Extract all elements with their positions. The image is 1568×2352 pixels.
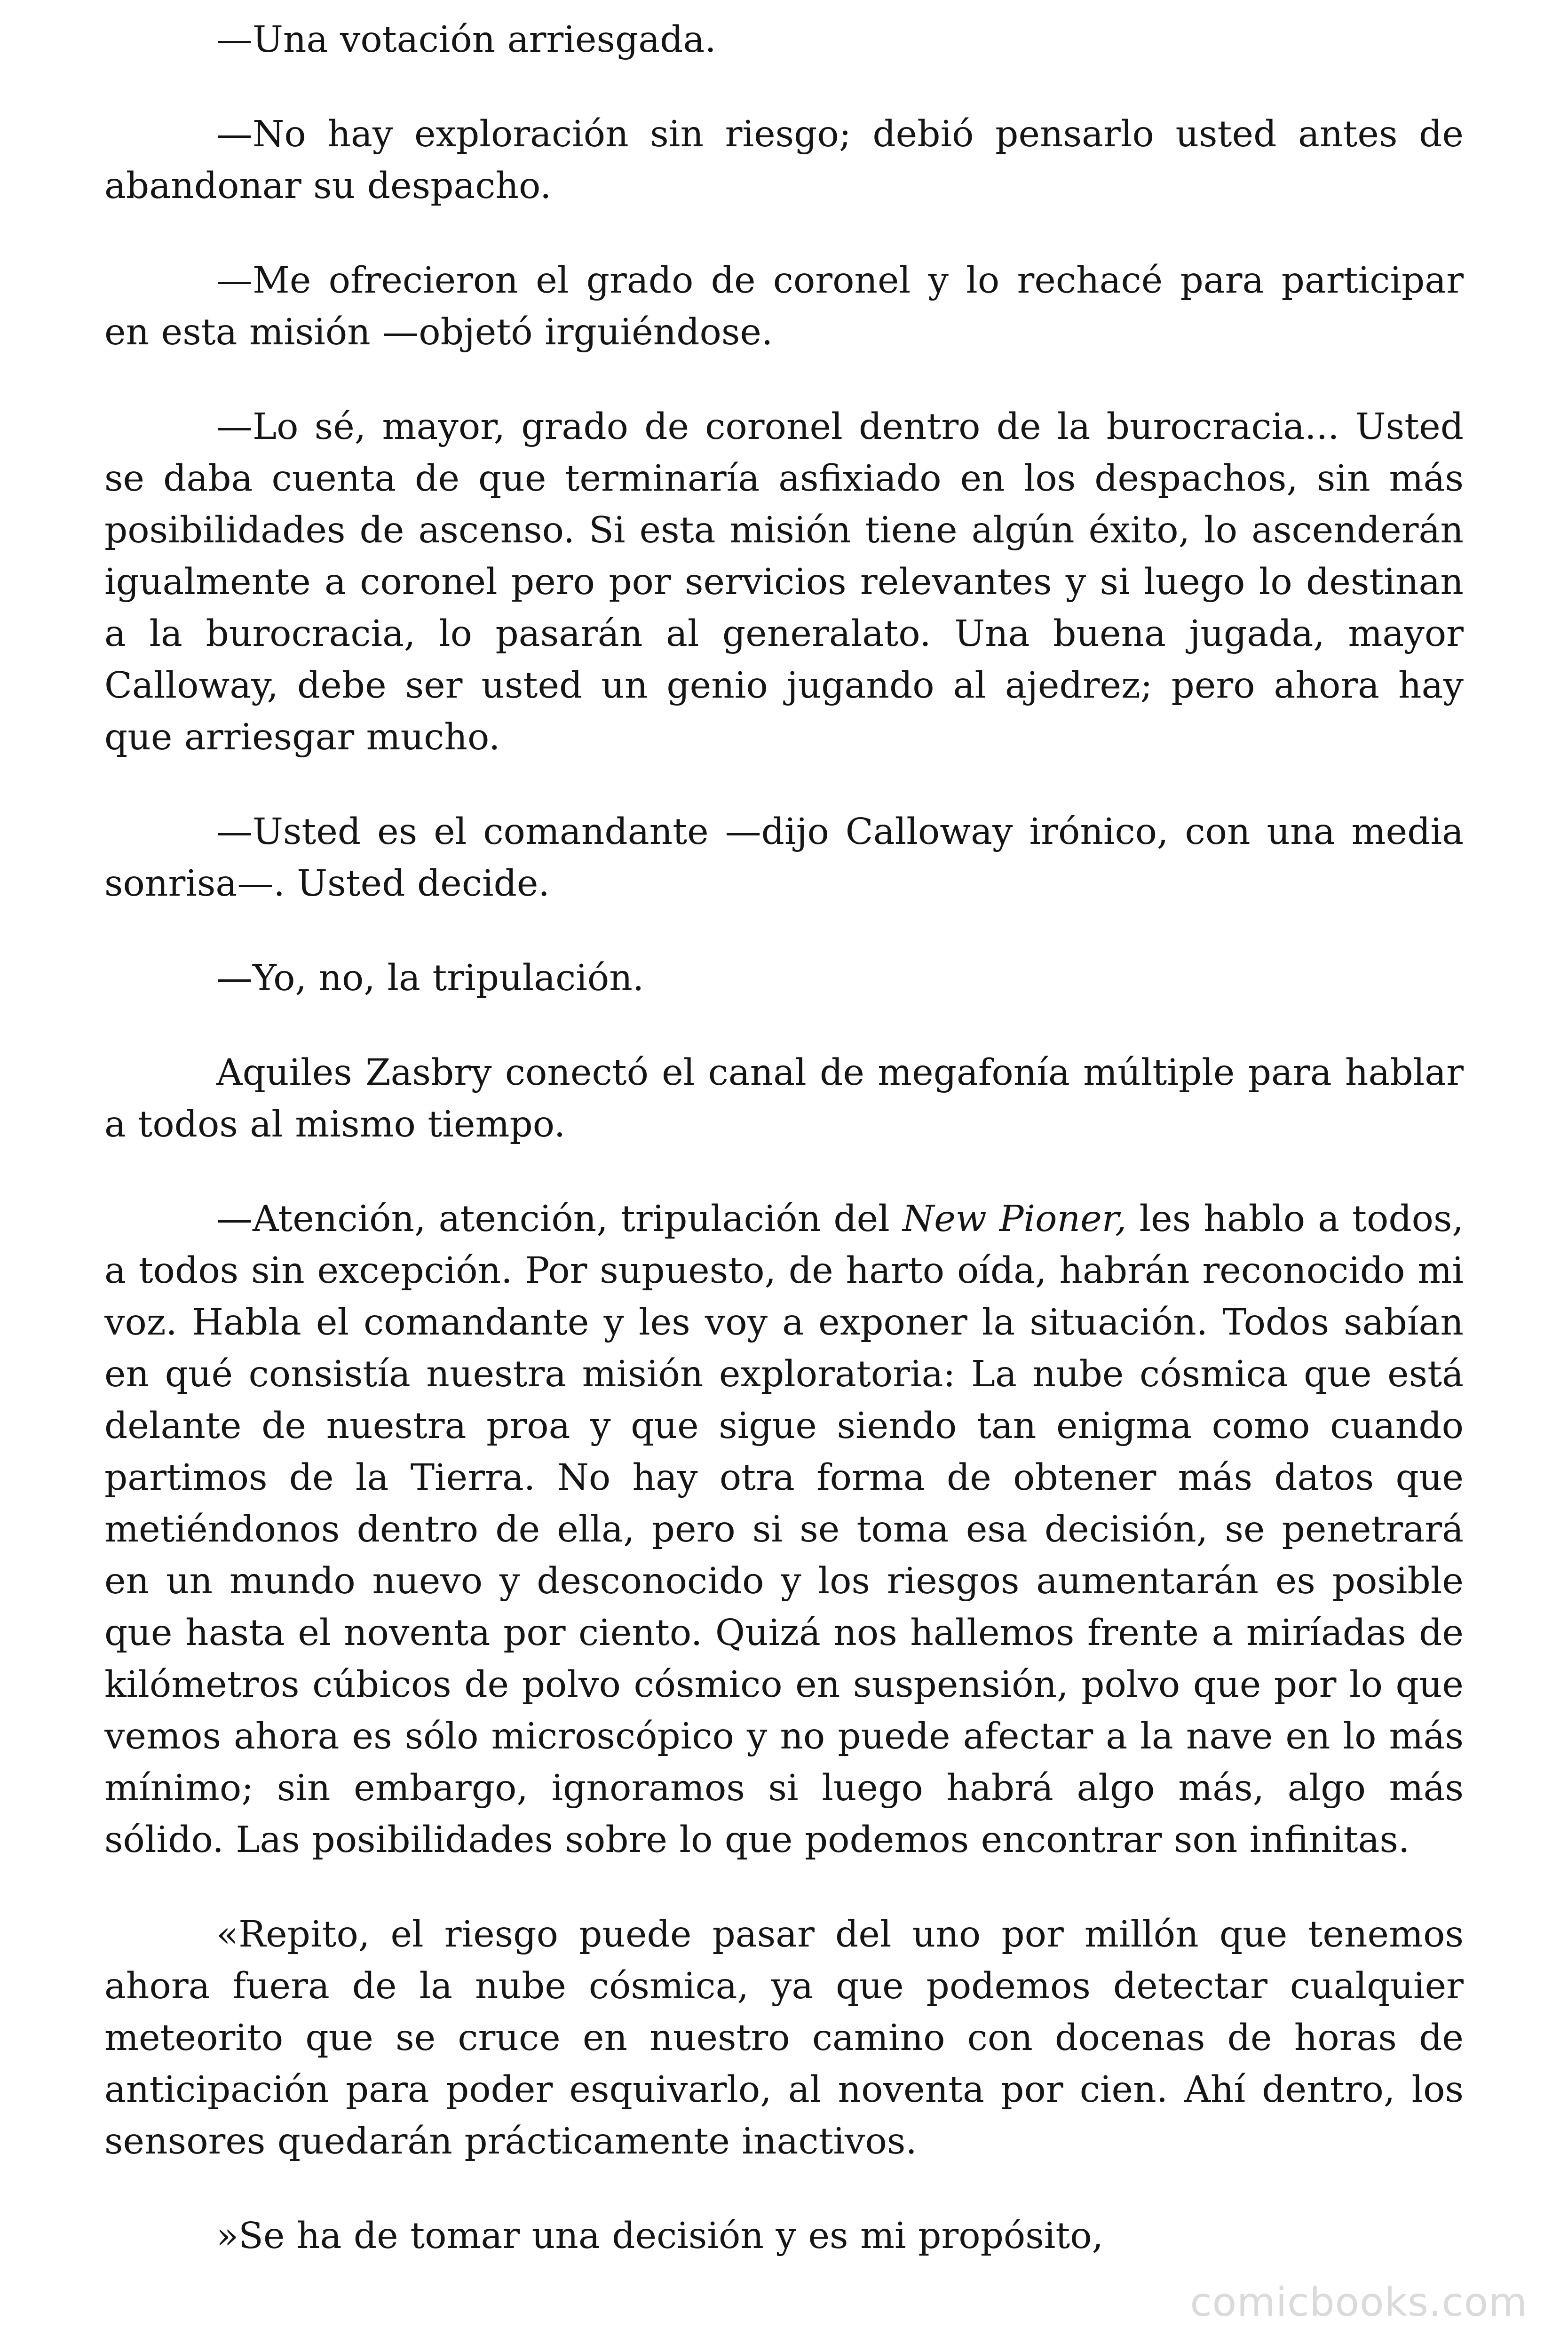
paragraph-8 — [104, 1193, 1464, 1866]
paragraph-4: —Lo sé, mayor, grado de coronel dentro de la burocracia... Usted se daba cuenta de que terminaría asfixiado en los despachos, sin más posibilidades de ascenso. Si esta misión tiene algún éxito, lo ascenderán igualmente a coronel pero por servicios relevantes y si luego lo destinan a la burocracia, lo pasarán al generalato. Una buena jugada, mayor Calloway, debe ser usted un genio jugando al ajedrez; pero ahora hay que arriesgar mucho. — [104, 406, 1464, 758]
paragraph-2: —No hay exploración sin riesgo; debió pensarlo usted antes de abandonar su despacho. — [104, 113, 1464, 207]
paragraph-8-after: les hablo a todos, a todos sin excepción. Por supuesto, de harto oída, habrán reconocido mi voz. Habla el comandante y les voy a exponer la situación. Todos sabían en qué consistía nuestra misión exploratoria: La nube cósmica que está delante de nuestra proa y que sigue siendo tan enigma como cuando partimos de la Tierra. No hay otra forma de obtener más datos que metiéndonos dentro de ella, pero si se toma esa decisión, se penetrará en un mundo nuevo y desconocido y los riesgos aumentarán es posible que hasta el noventa por ciento. Quizá nos hallemos frente a miríadas de kilómetros cúbicos de polvo cósmico en suspensión, polvo que por lo que vemos ahora es sólo microscópico y no puede afectar a la nave en lo más mínimo; sin embargo, ignoramos si luego habrá algo más, algo más sólido. Las posibilidades sobre lo que podemos encontrar son infinitas. — [104, 1198, 1464, 1861]
paragraph-8-before: —Atención, atención, tripulación del — [216, 1198, 903, 1240]
ship-name-italic: New Pioner, — [902, 1198, 1127, 1240]
paragraph-10: »Se ha de tomar una decisión y es mi propósito, — [216, 2215, 1104, 2257]
site-watermark: comicbooks.com — [1190, 2279, 1528, 2325]
paragraph-1: —Una votación arriesgada. — [216, 19, 716, 61]
paragraph-7: Aquiles Zasbry conectó el canal de megafonía múltiple para hablar a todos al mismo tiempo. — [104, 1052, 1464, 1145]
book-page — [104, 14, 1464, 2338]
paragraph-5: —Usted es el comandante —dijo Calloway irónico, con una media sonrisa—. Usted decide. — [104, 811, 1464, 905]
paragraph-9: «Repito, el riesgo puede pasar del uno por millón que tenemos ahora fuera de la nube cósmica, ya que podemos detectar cualquier meteorito que se cruce en nuestro camino con docenas de horas de anticipación para poder esquivarlo, al noventa por cien. Ahí dentro, los sensores quedarán prácticamente inactivos. — [104, 1914, 1464, 2162]
paragraph-6: —Yo, no, la tripulación. — [216, 957, 644, 999]
paragraph-3: —Me ofrecieron el grado de coronel y lo rechacé para participar en esta misión —objetó irguiéndose. — [104, 260, 1464, 353]
